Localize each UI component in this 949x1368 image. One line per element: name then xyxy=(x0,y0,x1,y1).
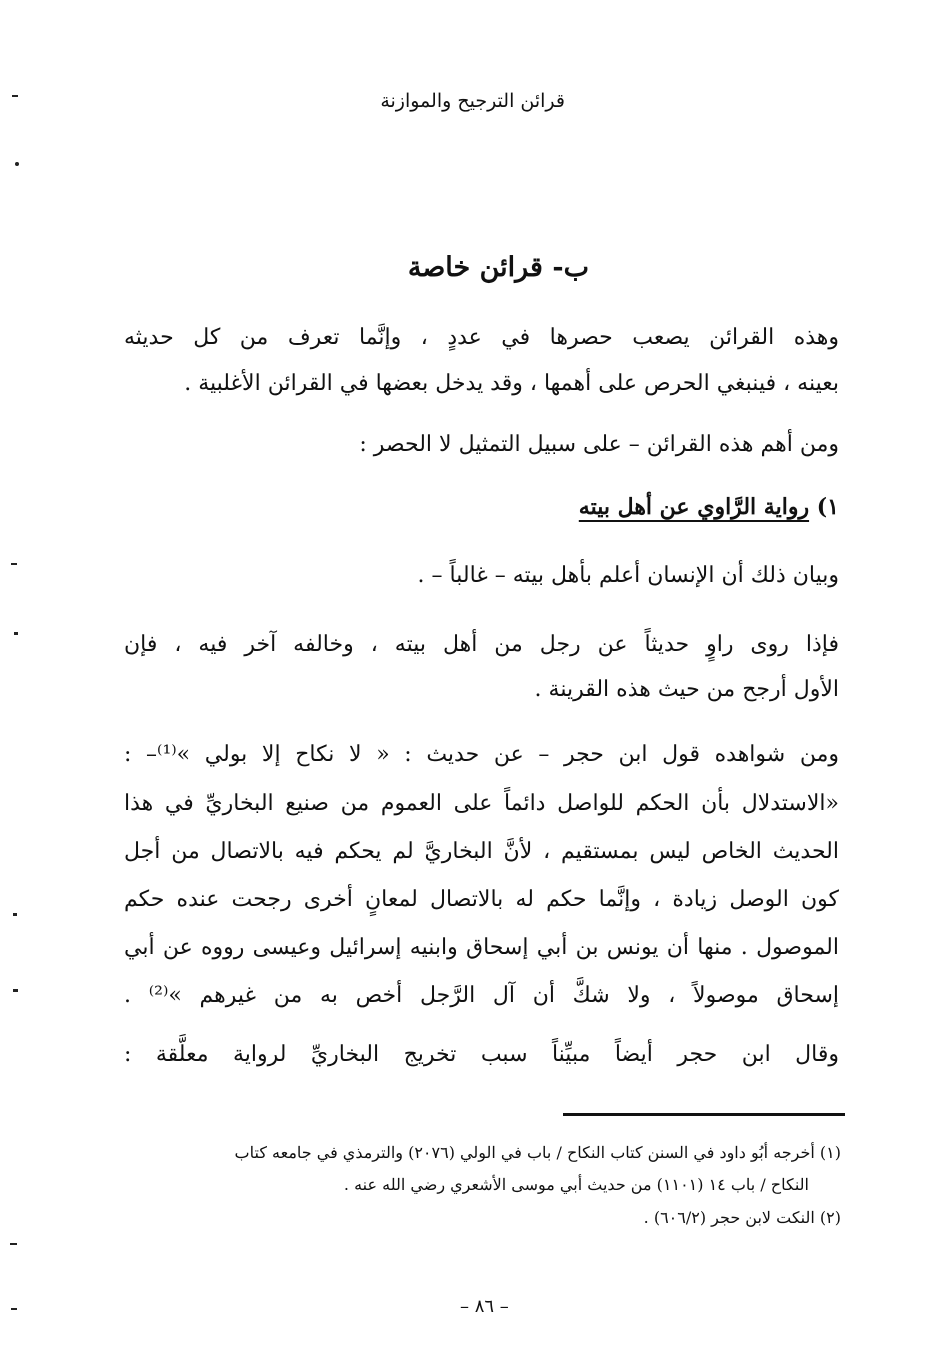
paragraph-line: «الاستدلال بأن الحكم للواصل دائماً على العموم من صنيع البخاريِّ في هذا xyxy=(124,791,839,816)
scan-speck xyxy=(13,989,18,992)
footnote-separator xyxy=(563,1113,845,1116)
paragraph-line: إسحاق موصولاً ، ولا شكَّ أن آل الرَّجل أخص به من غيرهم »⁽²⁾ . xyxy=(124,983,839,1008)
paragraph-line: وبيان ذلك أن الإنسان أعلم بأهل بيته – غالباً – . xyxy=(417,563,839,588)
scan-speck xyxy=(10,1243,17,1245)
item-number: ١) xyxy=(816,494,839,520)
running-title: قرائن الترجيح والموازنة xyxy=(380,90,565,112)
scan-speck xyxy=(11,1308,17,1310)
scan-speck xyxy=(13,913,17,916)
paragraph-line: بعينه ، فينبغي الحرص على أهمها ، وقد يدخل بعضها في القرائن الأغلبية . xyxy=(184,371,839,396)
scan-speck xyxy=(12,95,18,97)
footnote-1-line: (١) أخرجه أبُو داود في السنن كتاب النكاح / باب في الولي (٢٠٧٦) والترمذي في جامعه كتاب xyxy=(234,1143,841,1162)
section-heading: ب- قرائن خاصة xyxy=(407,252,589,283)
footnote-2: (٢) النكت لابن حجر (٦٠٦/٢) . xyxy=(643,1208,841,1227)
page-number: – ٨٦ – xyxy=(460,1296,509,1317)
paragraph-line: الموصول . منها أن يونس بن أبي إسحاق وابنيه إسرائيل وعيسى رووه عن أبي xyxy=(124,935,839,960)
scan-speck xyxy=(15,162,19,166)
paragraph-line: الحديث الخاص ليس بمستقيم ، لأنَّ البخاريَّ لم يحكم فيه بالاتصال من أجل xyxy=(124,839,839,864)
paragraph-line: ومن شواهده قول ابن حجر – عن حديث : « لا نكاح إلا بولي »⁽¹⁾– : xyxy=(124,742,840,767)
paragraph-line: وهذه القرائن يصعب حصرها في عددٍ ، وإنَّما تعرف من كل حديثه xyxy=(124,325,839,350)
scan-speck xyxy=(11,563,17,565)
subheading-item-1 xyxy=(579,494,839,520)
item-title: رواية الرَّاوي عن أهل بيته xyxy=(578,494,810,520)
scan-speck xyxy=(14,632,18,635)
paragraph-line: فإذا روى راوٍ حديثاً عن رجل من أهل بيته ، وخالفه آخر فيه ، فإن xyxy=(124,632,839,657)
paragraph-line: الأول أرجح من حيث هذه القرينة . xyxy=(534,677,839,702)
paragraph-line: ومن أهم هذه القرائن – على سبيل التمثيل لا الحصر : xyxy=(359,432,839,457)
footnote-1-line: النكاح / باب ١٤ (١١٠١) من حديث أبي موسى الأشعري رضي الله عنه . xyxy=(343,1175,809,1194)
paragraph-line: كون الوصل زيادة ، وإنَّما حكم له بالاتصال لمعانٍ أخرى رجحت عنده حكم xyxy=(124,887,839,912)
paragraph-line: وقال ابن حجر أيضاً مبيِّناً سبب تخريج البخاريِّ لرواية معلَّقة : xyxy=(124,1042,839,1067)
